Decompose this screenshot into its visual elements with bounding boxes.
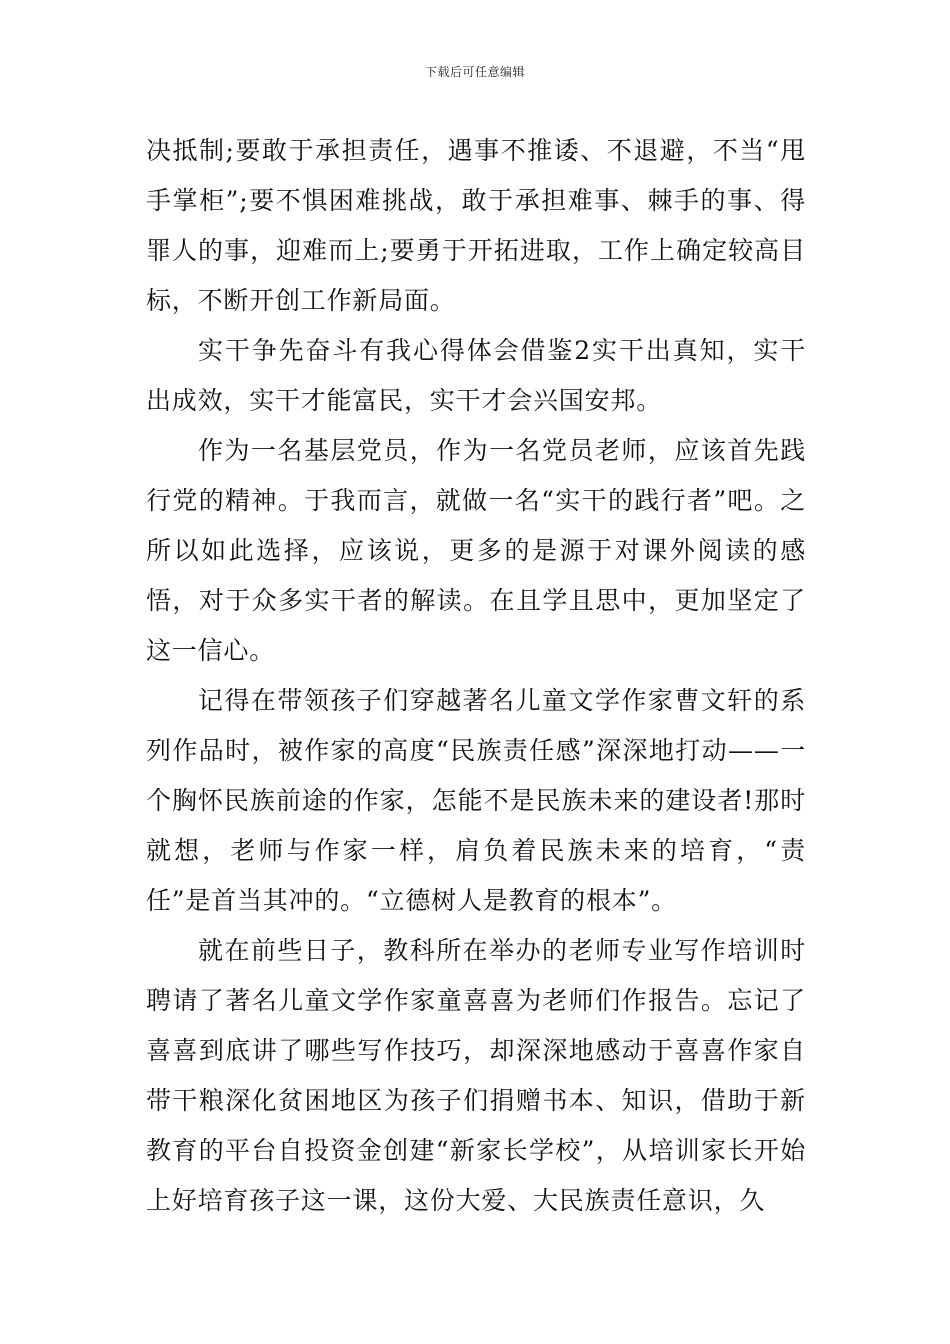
paragraph-1: 决抵制;要敢于承担责任，遇事不推诿、不退避，不当“甩手掌柜”;要不惧困难挑战，敢于承担难事、棘手的事、得罪人的事，迎难而上;要勇于开拓进取，工作上确定较高目标，不断开创工作新局面。	[146, 136, 806, 315]
paragraph-2: 实干争先奋斗有我心得体会借鉴2实干出真知，实干出成效，实干才能富民，实干才会兴国安邦。	[146, 336, 806, 415]
paragraph-3: 作为一名基层党员，作为一名党员老师，应该首先践行党的精神。于我而言，就做一名“实干的践行者”吧。之所以如此选择，应该说，更多的是源于对课外阅读的感悟，对于众多实干者的解读。在且学且思中，更加坚定了这一信心。	[146, 436, 806, 665]
paragraph-5: 就在前些日子，教科所在举办的老师专业写作培训时聘请了著名儿童文学作家童喜喜为老师们作报告。忘记了喜喜到底讲了哪些写作技巧，却深深地感动于喜喜作家自带干粮深化贫困地区为孩子们捐赠书本、知识，借助于新教育的平台自投资金创建“新家长学校”，从培训家长开始上好培育孩子这一课，这份大爱、大民族责任意识，久	[146, 936, 806, 1215]
paragraph-4: 记得在带领孩子们穿越著名儿童文学作家曹文轩的系列作品时，被作家的高度“民族责任感”深深地打动——一个胸怀民族前途的作家，怎能不是民族未来的建设者!那时就想，老师与作家一样，肩负着民族未来的培育，“责任”是首当其冲的。“立德树人是教育的根本”。	[146, 686, 806, 915]
document-body	[146, 126, 806, 1226]
page-header: 下载后可任意编辑	[424, 65, 525, 79]
